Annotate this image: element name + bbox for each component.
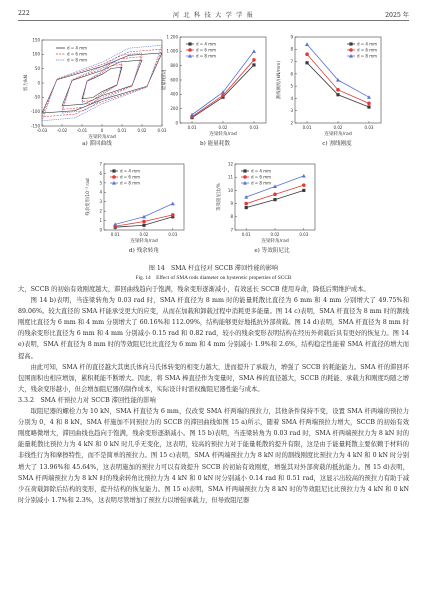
x-axis-label: 连梁转角/rad bbox=[324, 132, 352, 137]
legend-label: d = 8 mm bbox=[196, 53, 217, 59]
data-point bbox=[142, 215, 146, 219]
legend-marker bbox=[188, 42, 191, 45]
journal-year: 2025 年 bbox=[385, 12, 409, 19]
y-tick-label: 100 bbox=[32, 51, 40, 57]
y-tick-label: 1 200 bbox=[166, 34, 178, 40]
y-tick-label: 7 bbox=[290, 58, 293, 64]
y-tick-label: -100 bbox=[30, 109, 40, 115]
x-tick-label: 0.01 bbox=[187, 125, 197, 130]
x-axis-label: 连梁转角/rad bbox=[261, 239, 289, 244]
x-tick-label: 0.03 bbox=[249, 125, 259, 130]
data-point bbox=[273, 198, 276, 201]
y-tick-label: 3 bbox=[290, 108, 293, 114]
x-tick-label: -0.01 bbox=[76, 128, 88, 133]
data-point bbox=[302, 174, 306, 178]
y-tick-label: 1 000 bbox=[166, 48, 178, 54]
y-tick-label: 5 bbox=[99, 180, 102, 186]
journal-title: 河 北 科 技 大 学 学 报 bbox=[172, 12, 255, 19]
x-axis-label: 连梁转角/rad bbox=[88, 135, 116, 140]
y-tick-label: 6 bbox=[99, 170, 102, 176]
data-point bbox=[252, 58, 256, 62]
legend-marker bbox=[243, 169, 246, 172]
y-tick-label: 150 bbox=[32, 37, 40, 43]
y-tick-label: 7 bbox=[99, 161, 102, 167]
legend-marker bbox=[112, 175, 116, 179]
figure-caption-en: Fig. 14 Effect of SMA rods diameter on hysteretic properties of SCCB bbox=[135, 275, 292, 281]
y-tick-label: 9 bbox=[290, 34, 293, 40]
y-tick-label: -150 bbox=[30, 123, 40, 129]
data-point bbox=[302, 189, 305, 192]
x-axis-label: 连梁转角/rad bbox=[209, 132, 237, 137]
y-axis-label: 残余变形/10⁻³ rad bbox=[86, 178, 91, 216]
legend-label: d = 6 mm bbox=[67, 51, 88, 57]
data-point bbox=[142, 220, 146, 224]
x-tick-label: -0.02 bbox=[56, 128, 68, 133]
y-tick-label: -50 bbox=[33, 94, 40, 100]
paragraph: 大，SCCB 的初始有效刚度越大，滞回曲线趋向于饱满，残余变形逐渐减小，有效延长 SCCB 使用寿命，降低后期维护成本。 bbox=[18, 286, 370, 293]
hysteresis-loop bbox=[42, 49, 162, 117]
paragraph: 图 14 b)表明，当连梁转角为 0.03 rad 时，SMA 杆直径为 8 mm 时的能量耗散比直径为 6 mm 和 4 mm 分别增大了 49.75%和 89.06%。较大直径的 SMA 杆能承受更大的应变，从而在加载和卸载过程中消耗更多能量。图 14 c)表明，SMA 杆直径为 8 mm 时的割线刚度比直径为 6 mm 和 4 mm 分别增大了 60.16%和 112.09%，结构能够更好地抵抗外部荷载。图 14 d)表明，SMA 杆直径为 8 mm 时的残余变形比直径为 6 mm 和 4 mm 分别减小 0.15 rad 和 0.82 rad，较小的残余变形表明结构在经历外荷载后具有更好的恢复力。图 14 e)表明，SMA 杆直径为 8 mm 时的等效阻尼比比直径为 6 mm 和 4 mm 分别减小 1.9%和 2.6%，结构稳定性能着 SMA 杆直径的增大而提高。 bbox=[18, 297, 409, 360]
panel-a-caption: a) 滞回曲线 bbox=[82, 141, 112, 147]
series-line bbox=[307, 63, 369, 107]
data-point bbox=[244, 202, 248, 206]
legend-label: d = 4 mm bbox=[357, 41, 378, 47]
x-tick-label: 0.02 bbox=[270, 232, 280, 237]
data-point bbox=[305, 52, 309, 56]
legend-marker bbox=[112, 169, 115, 172]
y-tick-label: 1 bbox=[99, 217, 102, 223]
page-number: 222 bbox=[18, 10, 30, 17]
panel-b-caption: b) 能量耗散 bbox=[200, 141, 230, 147]
x-axis-label: 连梁转角/rad bbox=[130, 239, 158, 244]
data-point bbox=[305, 42, 309, 46]
hysteresis-loop bbox=[62, 60, 142, 106]
x-tick-label: 0.02 bbox=[137, 128, 147, 133]
y-tick-label: 2 bbox=[99, 208, 102, 214]
y-tick-label: 9 bbox=[230, 201, 233, 206]
y-tick-label: 7 bbox=[230, 227, 233, 233]
x-tick-label: -0.03 bbox=[36, 128, 48, 133]
panel-c-caption: c) 割线刚度 bbox=[322, 141, 352, 147]
y-tick-label: 6 bbox=[290, 71, 293, 77]
x-tick-label: 0.02 bbox=[139, 232, 149, 237]
x-tick-label: 0.02 bbox=[333, 125, 343, 130]
y-tick-label: 400 bbox=[170, 91, 178, 97]
y-tick-label: 8 bbox=[290, 46, 293, 52]
plot-frame bbox=[42, 40, 162, 126]
panel-e-caption: e) 等效阻尼比 bbox=[254, 248, 290, 254]
legend-label: d = 8 mm bbox=[251, 180, 272, 186]
series-line bbox=[192, 51, 254, 114]
legend-label: d = 4 mm bbox=[67, 45, 88, 51]
body-text bbox=[18, 284, 409, 506]
x-tick-label: 0.03 bbox=[364, 125, 374, 130]
legend-label: d = 8 mm bbox=[67, 57, 88, 63]
data-point bbox=[252, 49, 256, 53]
y-tick-label: 12 bbox=[227, 161, 233, 167]
y-tick-label: 600 bbox=[170, 77, 178, 83]
legend-label: d = 6 mm bbox=[120, 174, 141, 180]
y-tick-label: 8 bbox=[230, 214, 233, 220]
legend-marker bbox=[243, 175, 247, 179]
legend-label: d = 8 mm bbox=[120, 180, 141, 186]
y-axis-label: 剪力/kN bbox=[24, 74, 29, 92]
data-point bbox=[245, 206, 248, 209]
legend-label: d = 4 mm bbox=[120, 168, 141, 174]
legend-label: d = 6 mm bbox=[357, 47, 378, 53]
y-tick-label: 4 bbox=[290, 95, 293, 101]
x-tick-label: 0.01 bbox=[302, 125, 312, 130]
x-tick-label: 0.03 bbox=[299, 232, 309, 237]
y-tick-label: 4 bbox=[99, 189, 102, 195]
y-tick-label: 0 bbox=[99, 227, 102, 233]
y-tick-label: 0 bbox=[37, 80, 40, 86]
legend-marker bbox=[188, 48, 192, 52]
data-point bbox=[305, 61, 308, 64]
panel-d-caption: d) 残余转角 bbox=[129, 248, 159, 254]
data-point bbox=[367, 95, 371, 99]
x-tick-label: 0.03 bbox=[157, 128, 167, 133]
y-tick-label: 800 bbox=[170, 63, 178, 69]
y-tick-label: 50 bbox=[34, 66, 40, 72]
y-tick-label: 3 bbox=[99, 199, 102, 205]
legend-label: d = 6 mm bbox=[251, 174, 272, 180]
data-point bbox=[252, 63, 255, 66]
hysteresis-loop bbox=[42, 45, 162, 121]
hysteresis-loop bbox=[82, 67, 122, 99]
legend-label: d = 6 mm bbox=[196, 47, 217, 53]
y-axis-label: 能量耗散/J bbox=[162, 69, 167, 91]
data-point bbox=[336, 88, 340, 92]
data-point bbox=[142, 224, 145, 227]
data-point bbox=[367, 105, 370, 108]
y-tick-label: 2 bbox=[290, 120, 293, 126]
x-tick-label: 0.03 bbox=[168, 232, 178, 237]
data-point bbox=[221, 94, 225, 98]
y-tick-label: 5 bbox=[290, 83, 293, 89]
y-tick-label: 0 bbox=[175, 120, 178, 126]
data-point bbox=[302, 183, 306, 187]
x-tick-label: 0 bbox=[100, 128, 104, 133]
y-axis-label: 等效阻尼比/% bbox=[217, 183, 222, 211]
y-tick-label: 11 bbox=[227, 174, 233, 180]
x-tick-label: 0.01 bbox=[117, 128, 127, 133]
data-point bbox=[273, 193, 277, 197]
paragraph: 由此可知，SMA 杆的直径越大其奥氏体向马氏体转变的相变力越大，进而提升了承载力，增强了 SCCB 的耗能能力。SMA 杆的滞回环包围面积也相应增加，累积耗能不断增大。因此，将 SMA 棒直径作为变量时，SMA 棒的直径越大，SCCB 的耗能、承载力和刚度均随之增大，残余变形越小，但会增加阻尼器的制作成本，实际设计时需权衡阻尼器性能与成本。 bbox=[18, 363, 409, 393]
data-point bbox=[171, 213, 175, 217]
y-tick-label: 10 bbox=[227, 187, 233, 193]
data-point bbox=[367, 102, 371, 106]
legend-label: d = 4 mm bbox=[251, 168, 272, 174]
section-heading: 3.3.2 SMA 杆预拉力对 SCCB 滞回性能的影响 bbox=[18, 396, 156, 404]
x-tick-label: 0.02 bbox=[218, 125, 228, 130]
x-tick-label: 0.01 bbox=[110, 232, 120, 237]
figure-caption-cn: 图 14 SMA 杆直径对 SCCB 滞回性能的影响 bbox=[148, 265, 279, 272]
paragraph: 取阻尼器的螺栓力为 10 kN，SMA 杆直径为 6 mm，仅改变 SMA 杆两端的预拉力，其他条件保持不变，设置 SMA 杆两端的预拉力分别为 0、4 和 8 kN。SMA 杆施加不同预拉力的 SCCB 的滞回曲线如图 15 a)所示，随着 SMA 杆两端预拉力增大，SCCB 的初始有效刚度略微增大，滞回曲线也趋向于饱满，残余变形逐渐减小。图 15 b)表明，当连梁转角为 0.03 rad 时，SMA 杆两端预拉力为 8 kN 时的能量耗散比预拉力为 4 kN 和 0 kN 时几乎无变化，这表明，较高的预拉力对于能量耗散的提升有限，这是由于能量耗散主要依赖于材料的非线性行为和摩擦特性，而不是简单的预拉力。图 15 c)表明，SMA 杆两端预拉力为 8 kN 时的割线刚度比预拉力为 4 kN 和 0 kN 时分别增大了 13.96%和 45.64%，这表明施加的预拉力可以有效提升 SCCB 的初始有效刚度，增强其对外部荷载的抵抗能力。图 15 d)表明，SMA 杆两端预拉力为 8 kN 时的残余转角比预拉力为 4 kN 和 0 kN 时分别减小 0.14 rad 和 0.51 rad，这显示出较高的预拉力有助于减少在荷载卸除后结构的变形，提升结构的恢复能力。图 15 e)表明，SMA 杆两端预拉力为 8 kN 时的等效阻尼比比预拉力为 4 kN 和 0 kN 时分别减小 1.7%和 2.3%，这表明尽管增加了预拉力以增强承载力，但导致阻尼器 bbox=[18, 408, 409, 504]
legend-marker bbox=[349, 48, 353, 52]
x-tick-label: 0.01 bbox=[241, 232, 251, 237]
legend-label: d = 8 mm bbox=[357, 53, 378, 59]
figure-14 bbox=[0, 0, 427, 262]
data-point bbox=[171, 202, 175, 206]
legend-marker bbox=[349, 42, 352, 45]
data-point bbox=[336, 93, 339, 96]
y-axis-label: 割线刚度/(kN/mm) bbox=[277, 60, 282, 100]
y-tick-label: 200 bbox=[170, 106, 178, 112]
hysteresis-loop bbox=[82, 64, 122, 101]
legend-label: d = 4 mm bbox=[196, 41, 217, 47]
